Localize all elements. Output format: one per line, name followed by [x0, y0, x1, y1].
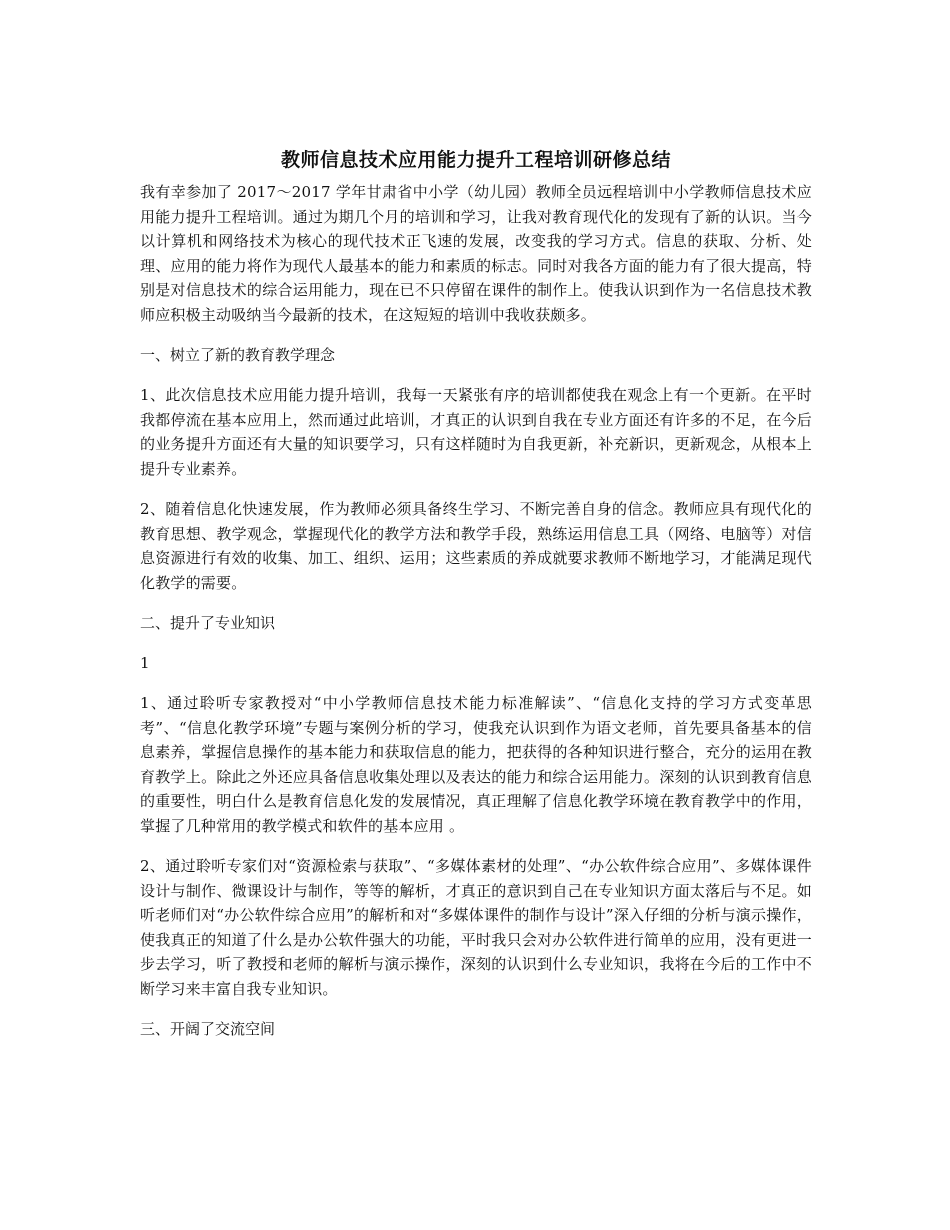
section2-paragraph-1: 1、通过聆听专家教授对“中小学教师信息技术能力标准解读”、“信息化支持的学习方式变革思考”、“信息化教学环境”专题与案例分析的学习，使我充认识到作为语文老师，首先要具备基本的信息素养，掌握信息操作的基本能力和获取信息的能力，把获得的各种知识进行整合，充分的运用在教育教学上。除此之外还应具备信息收集处理以及表达的能力和综合运用能力。深刻的认识到教育信息的重要性，明白什么是教育信息化发的发展情况，真正理解了信息化教学环境在教育教学中的作用，掌握了几种常用的教学模式和软件的基本应用 。	[140, 694, 812, 835]
section1-paragraph-1: 1、此次信息技术应用能力提升培训，我每一天紧张有序的培训都使我在观念上有一个更新。在平时我都停流在基本应用上，然而通过此培训，才真正的认识到自我在专业方面还有许多的不足，在今后的业务提升方面还有大量的知识要学习，只有这样随时为自我更新，补充新识，更新观念，从根本上提升专业素养。	[140, 386, 812, 478]
intro-paragraph: 我有幸参加了 2017～2017 学年甘肃省中小学（幼儿园）教师全员远程培训中小学教师信息技术应用能力提升工程培训。通过为期几个月的培训和学习，让我对教育现代化的发现有了新的认识。当今以计算机和网络技术为核心的现代技术正飞速的发展，改变我的学习方式。信息的获取、分析、处理、应用的能力将作为现代人最基本的能力和素质的标志。同时对我各方面的能力有了很大提高，特别是对信息技术的综合运用能力，现在已不只停留在课件的制作上。使我认识到作为一名信息技术教师应积极主动吸纳当今最新的技术，在这短短的培训中我收获颇多。	[140, 183, 812, 324]
document-title: 教师信息技术应用能力提升工程培训研修总结	[280, 149, 671, 171]
document-page	[140, 140, 812, 1057]
page-number: 1	[140, 654, 150, 672]
section-heading-3: 三、开阔了交流空间	[140, 1020, 276, 1038]
section2-paragraph-2: 2、通过聆听专家们对“资源检索与获取”、“多媒体素材的处理”、“办公软件综合应用”、多媒体课件设计与制作、微课设计与制作，等等的解析，才真正的意识到自己在专业知识方面太落后与不足。如听老师们对“办公软件综合应用”的解析和对“多媒体课件的制作与设计”深入仔细的分析与演示操作，使我真正的知道了什么是办公软件强大的功能，平时我只会对办公软件进行简单的应用，没有更进一步去学习，听了教授和老师的解析与演示操作，深刻的认识到什么专业知识，我将在今后的工作中不断学习来丰富自我专业知识。	[140, 857, 812, 998]
section-heading-2: 二、提升了专业知识	[140, 614, 276, 632]
section-heading-1: 一、树立了新的教育教学理念	[140, 346, 336, 364]
section1-paragraph-2: 2、随着信息化快速发展，作为教师必须具备终生学习、不断完善自身的信念。教师应具有现代化的教育思想、教学观念，掌握现代化的教学方法和教学手段，熟练运用信息工具（网络、电脑等）对信息资源进行有效的收集、加工、组织、运用；这些素质的养成就要求教师不断地学习，才能满足现代化教学的需要。	[140, 500, 812, 592]
